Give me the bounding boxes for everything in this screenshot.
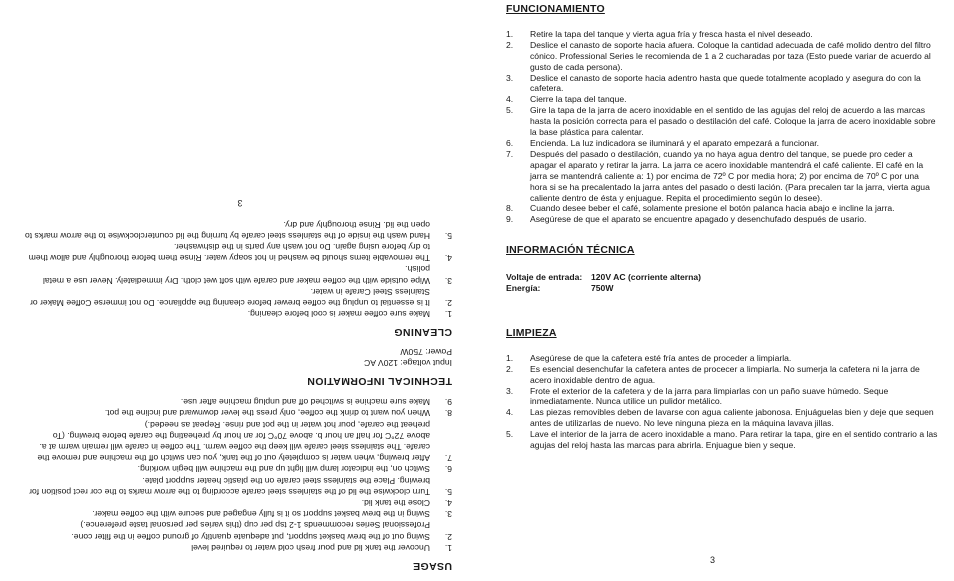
funcionamiento-list — [506, 29, 938, 225]
list-item: 1. Asegúrese de que la cafetera esté fría antes de proceder a limpiarla. — [506, 352, 792, 363]
energy-row — [506, 283, 938, 294]
voltage-value: 120V AC (corriente alterna) — [591, 272, 702, 283]
list-item: 1. Retire la tapa del tanque y vierta agua fría y fresca hasta el nivel deseado. — [506, 28, 813, 39]
cleaning-list — [22, 218, 458, 319]
english-page-upside-down — [0, 0, 470, 581]
list-item: 6. Switch on, the indicator lamp will light up and the machine will begin working. — [137, 464, 452, 475]
list-item: 3. Deslice el canasto de soporte hacia adentro hasta que quede totalmente acoplado y asegura do con la cafetera. — [506, 72, 921, 94]
list-item: 3. Wipe outside with the coffee maker and carafe with soft wet cloth. Dry immediately. Never use a metal polish. — [42, 264, 452, 286]
energy-label: Energía: — [506, 283, 541, 294]
list-item: 3. Frote el exterior de la cafetera y de la jarra para limpiarlas con un paño suave húmedo. Seque inmediatamente. Nunca utilice un pulidor metálico. — [506, 385, 889, 407]
list-item: 8. When you want to drink the coffee, only press the lever downward and incline the pot. — [104, 408, 452, 419]
list-item: 1. Uncover the tank lid and pour fresh cold water to required level — [191, 542, 452, 553]
informacion-tecnica-heading: INFORMACIÓN TÉCNICA — [506, 244, 635, 257]
input-voltage: Input voltage: 120V AC — [364, 357, 452, 368]
list-item: 9. Make sure machine is switched off and unplug machine after use. — [180, 397, 452, 408]
list-item: 5. Turn clockwise the lid of the stainless steel carafe according to the arrow marks to the cor rect position for brewing. Place the stainless steel carafe on the plastic heater support plate. — [29, 475, 452, 497]
list-item: 6. Encienda. La luz indicadora se iluminará y el aparato empezará a funcionar. — [506, 137, 820, 148]
list-item: 3. Swing in the brew basket support so it is fully engaged and secure with the coffee maker. — [92, 509, 452, 520]
list-item: 2. Es esencial desenchufar la cafetera antes de procecer a limpiarla. No sumerja la cafetera ni la jarra de acero inoxidable dentro de agua. — [506, 363, 920, 385]
technical-heading: TECHNICAL INFORMATION — [306, 374, 452, 387]
list-item: 2. Deslice el canasto de soporte hacia afuera. Coloque la cantidad adecuada de café molido dentro del filtro cónico. Professional Series le recomienda de 1 a 2 cucharadas por taza (Esto puede variar de acuerdo al gusto de cada persona). — [506, 39, 931, 72]
energy-value: 750W — [591, 283, 614, 294]
list-item: 7. After brewing, when water is completely out of the tank, you can switch off the machine and remove the carafe. The stainless steel carafe will keep the coffee warm. The coffee in carafe will remain warm at a. above 72°C for half an hour b. above 70°C for an hour by preheating the carafe before brewing. (To preheat the carafe, pour hot water in the pot and rinse. Repeat as needed.) — [37, 419, 452, 464]
limpieza-heading: LIMPIEZA — [506, 326, 557, 339]
list-item: 5. Gire la tapa de la jarra de acero inoxidable en el sentido de las agujas del reloj de acuerdo a las marcas hasta la posición correcta para el pasado o destilación del café. Coloque la jarra de acero inoxidable sobre la base plástica para calentar. — [506, 105, 936, 138]
funcionamiento-heading: FUNCIONAMIENTO — [506, 3, 605, 15]
list-item: 4. Cierre la tapa del tanque. — [506, 94, 627, 105]
spanish-page — [478, 0, 948, 581]
list-item: 5. Lave el interior de la jarra de acero inoxidable a mano. Para retirar la tapa, gire en el sentido contrario a las agujas del reloj hasta las marcas para abrirla. Enjuague bien y seque. — [506, 429, 938, 451]
power: Power: 750W — [400, 346, 452, 357]
list-item: 8. Cuando desee beber el café, solamente presione el botón palanca hacia abajo e incline la jarra. — [506, 203, 895, 214]
list-item: 2. Swing out of the brew basket support, put adequate quantity of ground coffee in the filter cone. Professional Series recommends 1-2 tsp per cup (this varies per personal taste preference.) — [71, 520, 452, 542]
list-item: 4. Close the tank lid. — [361, 497, 452, 508]
list-item: 4. Las piezas removibles deben de lavarse con agua caliente jabonosa. Enjuáguelas bien y deje que sequen antes de utilizarlas de nuevo. No leve ninguna pieza en la máquina lavava jillas. — [506, 407, 934, 429]
page-number: 3 — [237, 198, 243, 209]
list-item: 2. It is essential to unplug the coffee brewer before cleaning the appliance. Do not immerse Coffee Maker or Stainless Steel Carafe in water. — [30, 286, 452, 308]
voltage-row — [506, 272, 938, 283]
limpieza-list — [506, 353, 938, 451]
list-item: 5. Hand wash the inside of the stainless steel carafe by turning the lid counterclockwise to the arrow marks to open the lid. Rinse thoroughly and dry. — [24, 219, 452, 241]
technical-info — [22, 345, 452, 367]
page-number: 3 — [710, 555, 716, 565]
cleaning-heading: CLEANING — [393, 326, 452, 339]
voltage-label: Voltaje de entrada: — [506, 272, 583, 283]
usage-list — [22, 396, 458, 553]
list-item: 1. Make sure coffee maker is cool before cleaning. — [247, 309, 452, 320]
informacion-tecnica — [506, 272, 938, 294]
usage-heading: USAGE — [412, 560, 452, 572]
list-item: 9. Asegúrese de que el aparato se encuentre apagado y desenchufado después de usario. — [506, 214, 867, 225]
list-item: 4. The removable items should be washed in hot soapy water. Rinse them before thoroughly and allow them to dry before using again. Do not wash any parts in the dishwasher. — [28, 241, 452, 264]
list-item: 7. Después del pasado o destilación, cuando ya no haya agua dentro del tanque, se puede pro ceder a apagar el aparato y retirar la jarra. La jarra ce acero inoxidable mantendrá el café caliente. El café en la jarra se mantendrá caliente a: 1) por encima de 72º C por media hora; 2) por encima de 70º C por una hora si se ha precalentado la jarra antes del pasado o desti lación. (Para precalen tar la jarra, vierta agua caliente dentro de ésta y enjuague. Repita el procedimiento según lo desee). — [506, 148, 930, 203]
